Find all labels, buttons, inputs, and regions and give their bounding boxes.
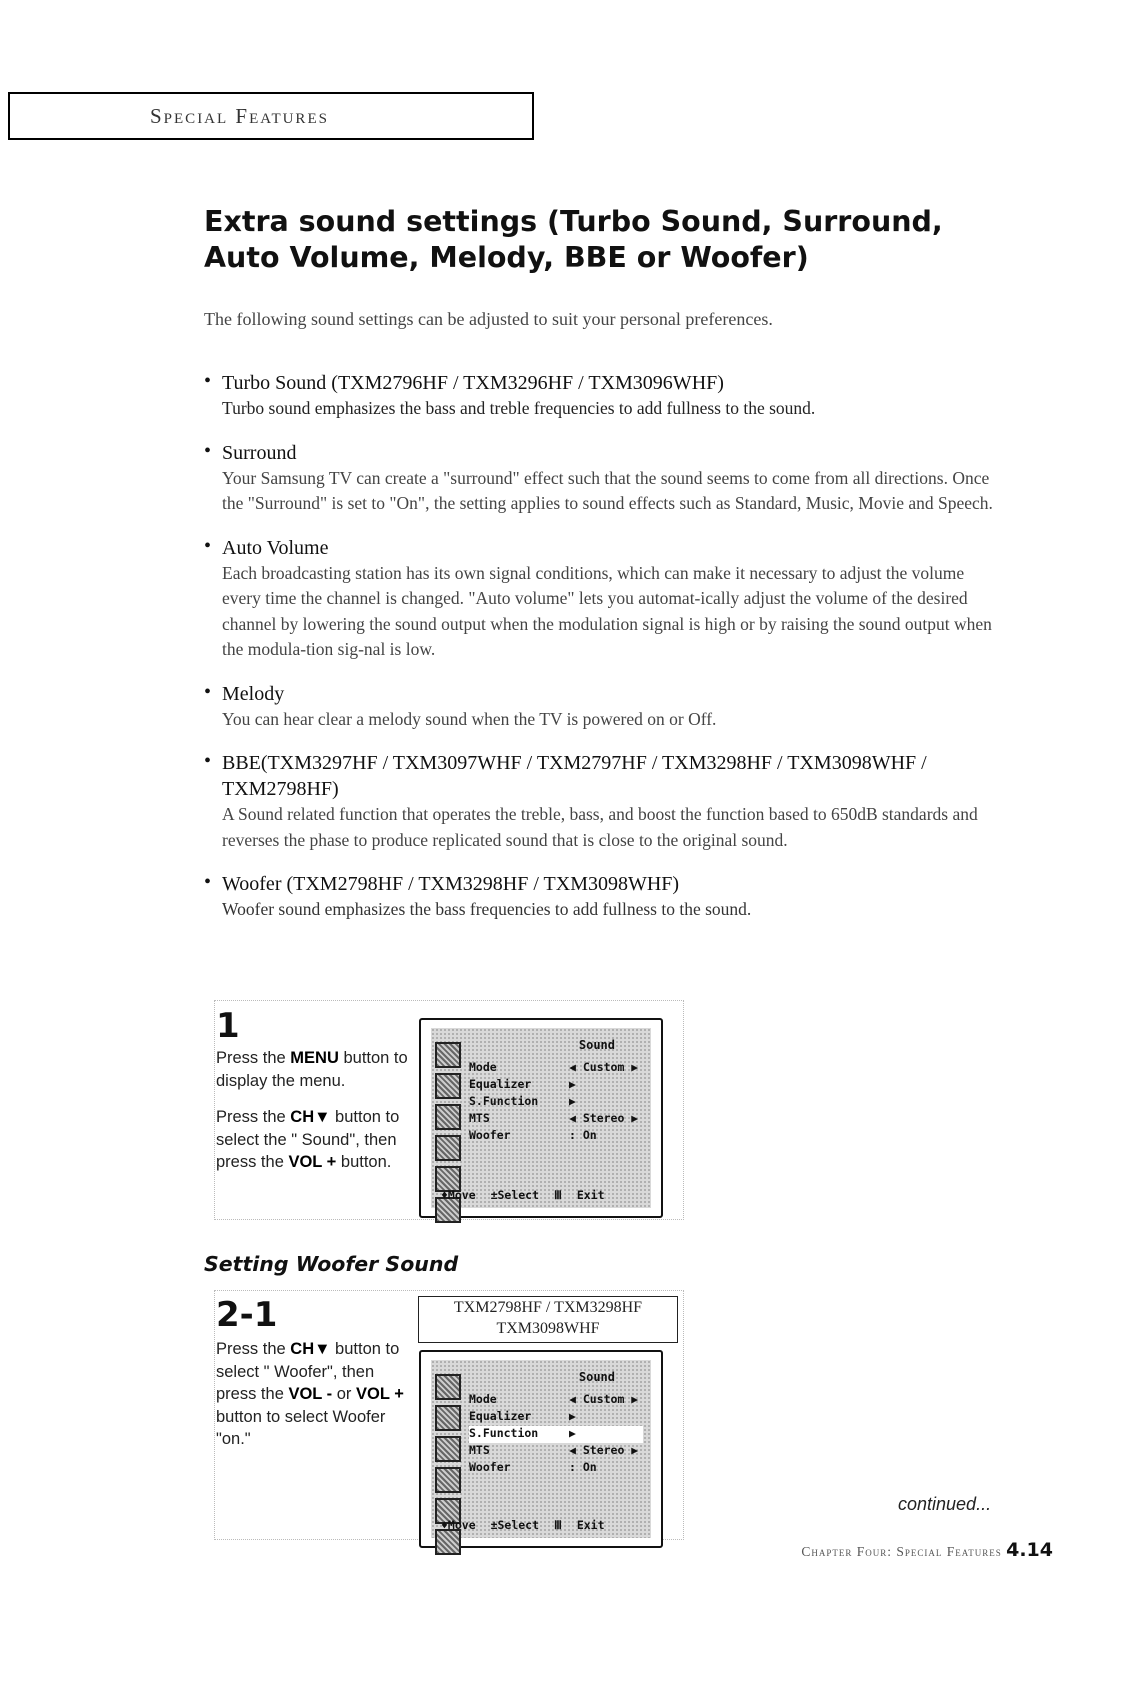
menu-row-label: Woofer <box>469 1460 511 1474</box>
feature-heading: Auto Volume <box>222 536 329 559</box>
menu-row-mode <box>469 1392 643 1409</box>
menu-row-label: S.Function <box>469 1094 539 1108</box>
menu-row-value: ◀ Stereo ▶ <box>569 1111 639 1125</box>
step-1-instructions <box>216 1047 408 1174</box>
menu-row-mode <box>469 1060 643 1077</box>
bullet-icon: • <box>204 871 212 893</box>
step-text: Press the <box>216 1108 291 1126</box>
tv-menu-screen-1 <box>419 1018 663 1218</box>
vol-up-key-label: VOL + <box>288 1153 337 1171</box>
page-number: 4.14 <box>1006 1539 1053 1561</box>
step-2-1-instructions <box>216 1338 404 1451</box>
menu-row-woofer <box>469 1128 643 1145</box>
feature-woofer <box>204 871 1004 923</box>
menu-row-label: Woofer <box>469 1128 511 1142</box>
menu-row-label: Mode <box>469 1060 497 1074</box>
menu-move-hint: ♦Move <box>441 1518 476 1532</box>
step-text: button to select Woofer <box>216 1407 386 1426</box>
tv-menu-panel <box>431 1028 651 1208</box>
step-text: Press the <box>216 1049 291 1067</box>
menu-row-value: : On <box>569 1128 597 1142</box>
menu-row-value: ▶ <box>569 1094 576 1108</box>
feature-auto-volume <box>204 535 1004 663</box>
menu-title: Sound <box>578 1370 615 1384</box>
model-compatibility-box <box>418 1296 678 1343</box>
menu-footer <box>441 1518 645 1532</box>
step-1-number: 1 <box>216 1006 240 1046</box>
menu-move-hint: ♦Move <box>441 1188 476 1202</box>
setup-menu-icon <box>435 1135 461 1161</box>
menu-row-equalizer <box>469 1409 643 1426</box>
picture-menu-icon <box>435 1042 461 1068</box>
feature-melody <box>204 681 1004 733</box>
step-text: press the <box>216 1153 289 1171</box>
bullet-icon: • <box>204 370 212 392</box>
step-text: Press the <box>216 1340 291 1358</box>
menu-row-label: Equalizer <box>469 1077 532 1091</box>
step-text: select " Woofer", then <box>216 1362 375 1381</box>
feature-surround <box>204 440 1004 517</box>
menu-icon-column <box>435 1374 461 1560</box>
menu-row-value: ▶ <box>569 1426 576 1440</box>
step-text: button to <box>330 1340 400 1358</box>
feature-bbe <box>204 750 1004 853</box>
feature-body: A Sound related function that operates the treble, bass, and boost the function based to 650dB standards and reverses the phase to produce replicated sound that is close to the original sound. <box>222 804 978 850</box>
menu-footer <box>441 1188 645 1202</box>
menu-row-label: MTS <box>469 1443 490 1457</box>
step-text: or <box>332 1385 357 1403</box>
channel-menu-icon <box>435 1104 461 1130</box>
footer-chapter: Chapter Four: Special Features <box>801 1544 1002 1559</box>
tv-menu-screen-2 <box>419 1350 663 1548</box>
channel-menu-icon <box>435 1436 461 1462</box>
feature-heading: BBE(TXM3297HF / TXM3097WHF / TXM2797HF / TXM3298HF / TXM3098WHF / TXM2798HF) <box>222 752 927 800</box>
step-text: select the " Sound", then <box>216 1130 397 1149</box>
intro-text: The following sound settings can be adjusted to suit your personal preferences. <box>204 309 773 329</box>
feature-body: Turbo sound emphasizes the bass and treble frequencies to add fullness to the sound. <box>222 398 816 418</box>
function-menu-icon <box>435 1529 461 1555</box>
feature-turbo-sound <box>204 370 1004 422</box>
menu-row-label: Mode <box>469 1392 497 1406</box>
menu-row-mts <box>469 1111 643 1128</box>
bullet-icon: • <box>204 439 212 462</box>
bullet-icon: • <box>204 680 212 703</box>
menu-row-label: MTS <box>469 1111 490 1125</box>
menu-row-value: ◀ Stereo ▶ <box>569 1443 639 1457</box>
feature-heading: Turbo Sound (TXM2796HF / TXM3296HF / TXM3096WHF) <box>222 372 724 394</box>
step-text: button. <box>336 1153 392 1171</box>
menu-title: Sound <box>578 1038 615 1052</box>
section-heading: Setting Woofer Sound <box>204 1252 459 1276</box>
menu-row-label: S.Function <box>469 1426 539 1440</box>
ch-down-key-label: CH▼ <box>290 1108 331 1126</box>
picture-menu-icon <box>435 1374 461 1400</box>
menu-row-value: : On <box>569 1460 597 1474</box>
menu-row-value: ▶ <box>569 1409 576 1423</box>
model-list-line: TXM2798HF / TXM3298HF <box>453 1299 643 1316</box>
menu-row-value: ◀ Custom ▶ <box>569 1060 639 1074</box>
feature-body: Your Samsung TV can create a "surround" effect such that the sound seems to come from all directions. Once the "Surround" is set to "On", the setting applies to sound effects such as Standard, Music, Movie and Speech. <box>222 467 993 513</box>
menu-row-s-function <box>469 1426 643 1443</box>
menu-row-value: ◀ Custom ▶ <box>569 1392 639 1406</box>
feature-heading: Woofer (TXM2798HF / TXM3298HF / TXM3098WHF) <box>222 873 680 895</box>
step-text: display the menu. <box>216 1071 346 1090</box>
menu-select-hint: ±Select <box>490 1188 540 1202</box>
feature-list <box>204 370 1004 923</box>
menu-row-mts <box>469 1443 643 1460</box>
feature-body: Woofer sound emphasizes the bass frequencies to add fullness to the sound. <box>222 899 752 919</box>
feature-body: You can hear clear a melody sound when the TV is powered on or Off. <box>222 708 717 729</box>
step-text: button to <box>330 1108 400 1126</box>
bullet-icon: • <box>204 534 212 557</box>
setup-menu-icon <box>435 1467 461 1493</box>
menu-exit-hint: Ⅲ Exit <box>553 1518 605 1532</box>
step-text: button to <box>338 1049 408 1067</box>
feature-heading: Melody <box>222 682 285 705</box>
menu-select-hint: ±Select <box>490 1518 540 1532</box>
page-footer <box>801 1539 1053 1561</box>
menu-row-woofer <box>469 1460 643 1477</box>
step-2-1-number: 2-1 <box>216 1295 278 1335</box>
tv-menu-panel <box>431 1360 651 1538</box>
menu-row-value: ▶ <box>569 1077 576 1091</box>
step-text: "on." <box>216 1430 251 1448</box>
model-list-line: TXM3098WHF <box>496 1320 600 1337</box>
step-text: press the <box>216 1385 289 1403</box>
menu-row-label: Equalizer <box>469 1409 532 1423</box>
menu-row-s-function <box>469 1094 643 1111</box>
sound-menu-icon <box>435 1405 461 1431</box>
menu-row-equalizer <box>469 1077 643 1094</box>
section-header: Special Features <box>150 104 329 128</box>
feature-body: Each broadcasting station has its own signal conditions, which can make it necessary to adjust the volume every time the channel is changed. "Auto volume" lets you automat-ically adjust the volume of the desired channel by lowering the sound output when the modulation signal is high or by raising the sound output when the modula-tion sig-nal is low. <box>222 562 992 659</box>
vol-up-key-label: VOL + <box>356 1385 404 1403</box>
continued-note: continued... <box>898 1494 992 1514</box>
vol-down-key-label: VOL - <box>288 1385 333 1403</box>
feature-heading: Surround <box>222 441 297 464</box>
menu-exit-hint: Ⅲ Exit <box>553 1188 605 1202</box>
ch-down-key-label: CH▼ <box>290 1340 331 1358</box>
menu-key-label: MENU <box>290 1049 339 1067</box>
bullet-icon: • <box>204 750 212 772</box>
page-title: Extra sound settings (Turbo Sound, Surround, Auto Volume, Melody, BBE or Woofer) <box>204 205 943 274</box>
sound-menu-icon <box>435 1073 461 1099</box>
